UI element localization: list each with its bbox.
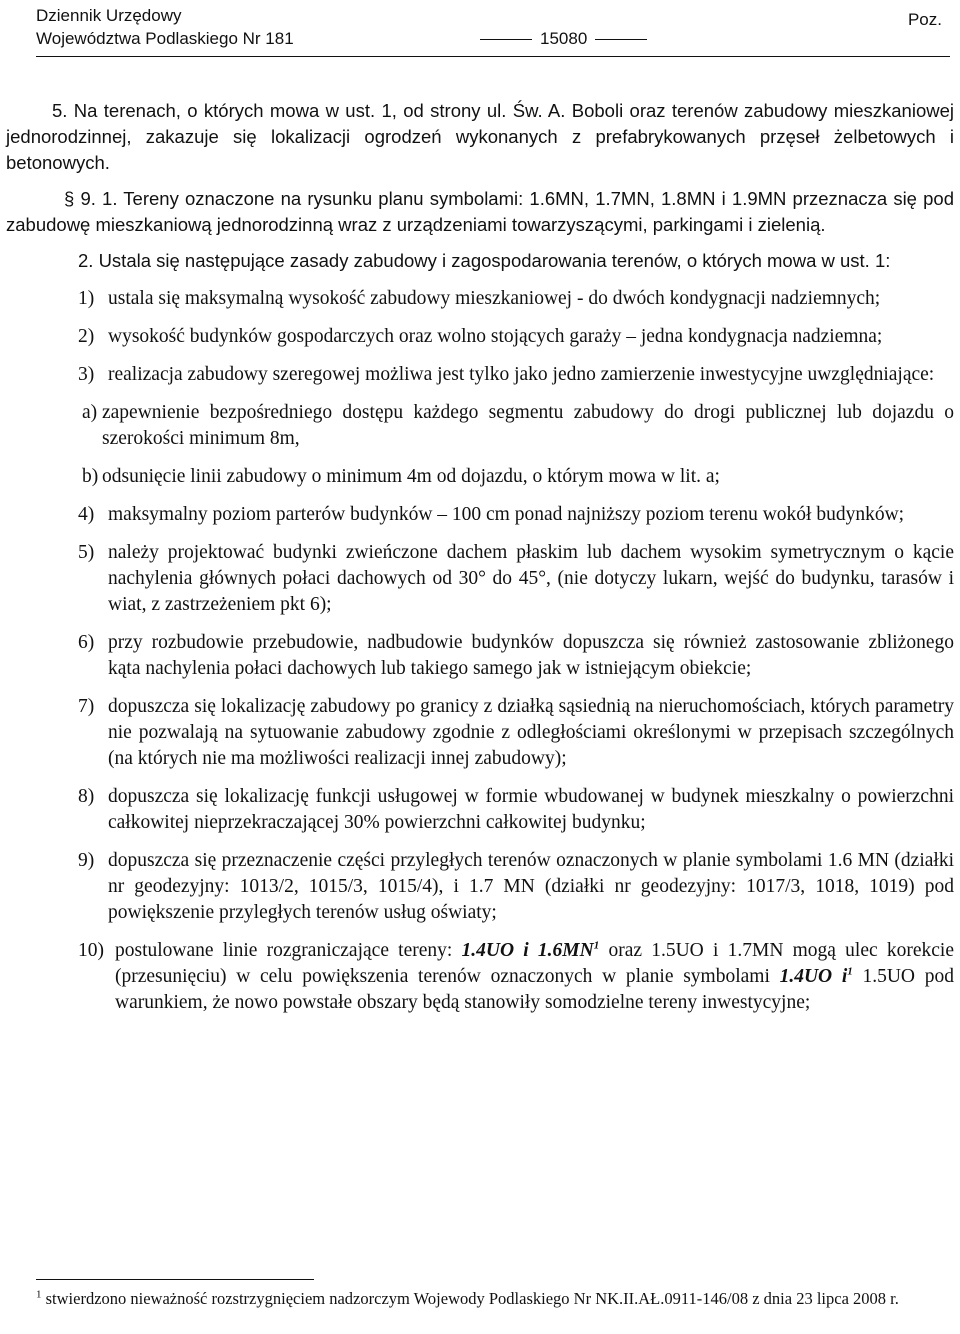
list-item-1: 1) ustala się maksymalną wysokość zabudowy mieszkaniowej - do dwóch kondygnacji nadziemnych;: [78, 288, 881, 309]
list-item-8: 8) dopuszcza się lokalizację funkcji usługowej w formie wbudowanej w budynek mieszkalny o powierzchni całkowitej nieprzekraczającej 30% powierzchni całkowitej budynku;: [78, 786, 954, 833]
footnote-mark: 1: [36, 1288, 42, 1301]
page-number: 15080: [472, 27, 655, 50]
journal-title: Dziennik Urzędowy: [36, 6, 182, 25]
list-item-3: 3) realizacja zabudowy szeregowej możliwa jest tylko jako jedno zamierzenie inwestycyjne uwzględniające:: [78, 364, 935, 385]
paragraph-5: 5. Na terenach, o których mowa w ust. 1, od strony ul. Św. A. Boboli oraz terenów zabudowy mieszkaniowej jednorodzinnej, zakazuje się lokalizacji ogrodzeń wykonanych z prefabrykowanych przęseł żelbetowych i betonowych.: [6, 100, 954, 173]
list-item-2: 2) wysokość budynków gospodarczych oraz wolno stojących garaży – jedna kondygnacja nadziemna;: [78, 326, 883, 347]
footnote-text: stwierdzono nieważność rozstrzygnięciem nadzorczym Wojewody Podlaskiego Nr NK.II.AŁ.0911-146/08 z dnia 23 lipca 2008 r.: [41, 1289, 899, 1308]
footnote-ref: 1: [593, 939, 600, 952]
page-header: [36, 4, 950, 50]
footnote: [36, 1288, 936, 1309]
section-9-2: 2. Ustala się następujące zasady zabudowy i zagospodarowania terenów, o których mowa w ust. 1:: [78, 250, 891, 271]
list-item-6: 6) przy rozbudowie przebudowie, nadbudowie budynków dopuszcza się również zastosowanie zbliżonego kąta nachylenia połaci dachowych lub takiego samego jak w istniejącym obiekcie;: [78, 632, 954, 679]
bold-symbol: 1.4UO i 1.6MN: [461, 940, 594, 961]
list-item-7: 7) dopuszcza się lokalizację zabudowy po granicy z działką sąsiednią na nieruchomościach, których parametry nie pozwalają na sytuowanie zabudowy zgodnie z odległościami określonymi w przepisach szczególnych (na których nie ma możliwości realizacji innej zabudowy);: [78, 696, 954, 769]
position-label: Poz.: [907, 10, 942, 29]
list-item-5: 5) należy projektować budynki zwieńczone dachem płaskim lub dachem wysokim symetrycznym o kącie nachylenia głównych połaci dachowych od 30° do 45°, (nie dotyczy lukarn, wejść do budynku, tarasów i wiat, z zastrzeżeniem pkt 6);: [78, 542, 954, 615]
footnote-ref: 1: [847, 965, 853, 978]
section-9-1: § 9. 1. Tereny oznaczone na rysunku planu symbolami: 1.6MN, 1.7MN, 1.8MN i 1.9MN przeznacza się pod zabudowę mieszkaniową jednorodzinną wraz z urządzeniami towarzyszącymi, parkingami i zielenią.: [6, 188, 954, 235]
list-item-10: 10) postulowane linie rozgraniczające tereny: 1.4UO i $1.6MN^1$ oraz 1.5UO i 1.7MN mogą ulec korekcie (przesunięciu) w celu powiększenia terenów oznaczonych w planie symbolami 1.4UO $i^1$ 1.5UO pod warunkiem, że nowo powstałe obszary będą stanowiły somodzielne tereny inwestycyjne;: [78, 939, 954, 1013]
list-item-4: 4) maksymalny poziom parterów budynków – 100 cm ponad najniższy poziom terenu wokół budynków;: [78, 504, 905, 525]
list-subitem-b: b) odsunięcie linii zabudowy o minimum 4m od dojazdu, o którym mowa w lit. a;: [82, 466, 720, 487]
bold-symbol: 1.4UO i: [779, 966, 848, 987]
footnote-rule: [36, 1279, 314, 1280]
voivodeship-label: Województwa Podlaskiego Nr 181: [36, 29, 294, 48]
header-rule: [36, 56, 950, 57]
list-subitem-a: a) zapewnienie bezpośredniego dostępu każdego segmentu zabudowy do drogi publicznej lub dojazdu o szerokości minimum 8m,: [82, 402, 954, 449]
list-item-9: 9) dopuszcza się przeznaczenie części przyległych terenów oznaczonych w planie symbolami 1.6 MN (działki nr geodezyjny: 1013/2, 1015/3, 1015/4), i 1.7 MN (działki nr geodezyjny: 1017/3, 1018, 1019) pod powiększenie przyległych terenów usług oświaty;: [78, 850, 954, 923]
document-body: [6, 98, 954, 1016]
journal-subtitle: [36, 27, 950, 50]
